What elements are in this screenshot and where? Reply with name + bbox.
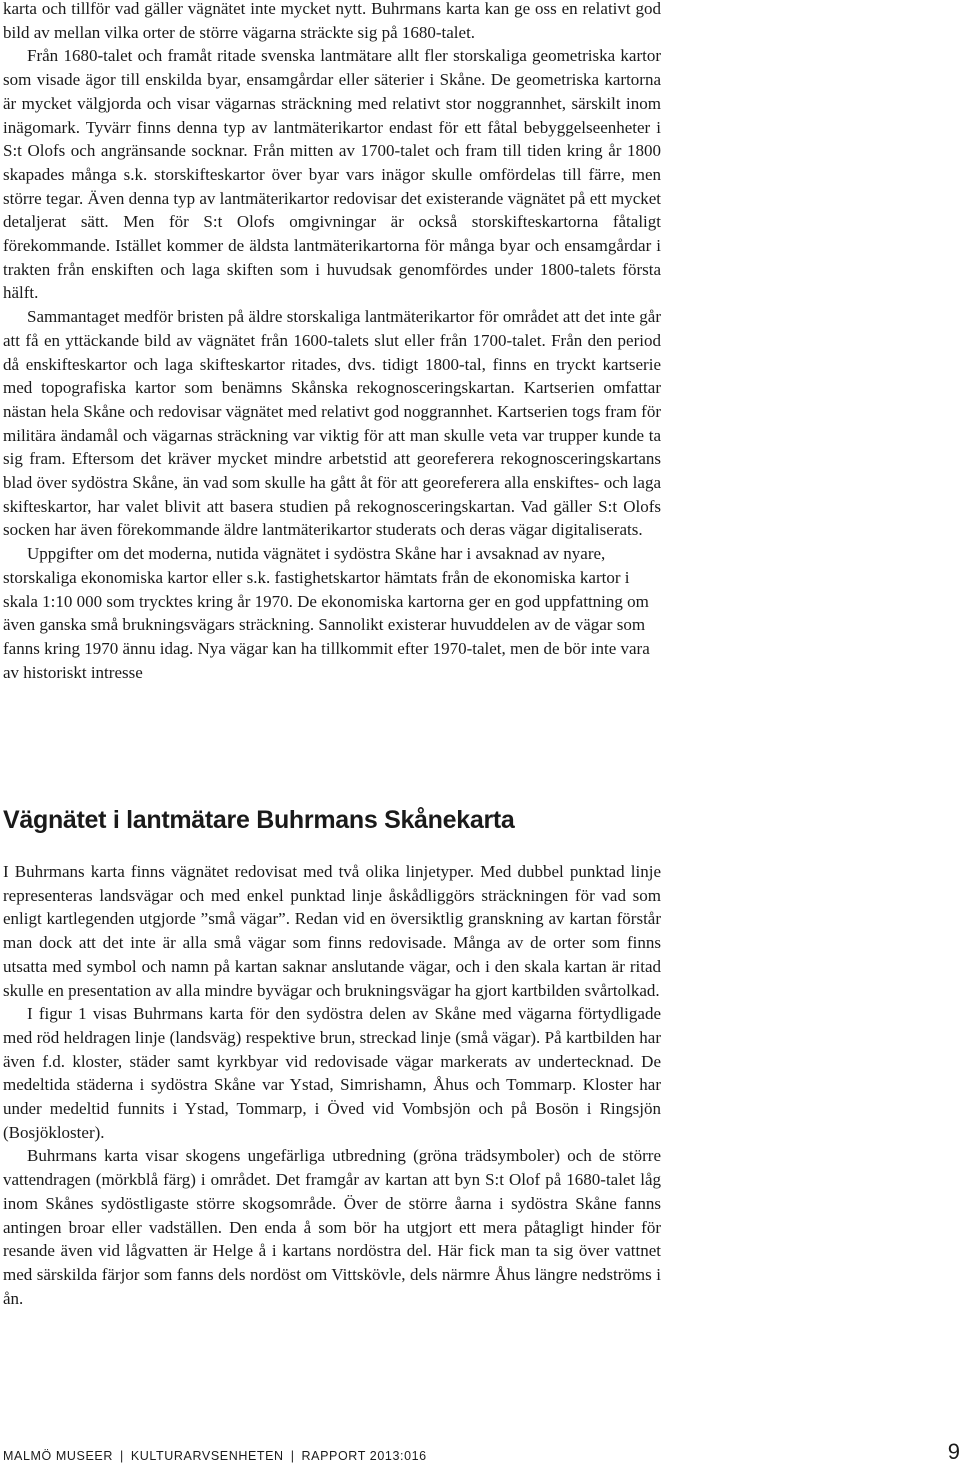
paragraph: I figur 1 visas Buhrmans karta för den sydöstra delen av Skåne med vägarna förtydligade med röd heldragen linje (landsväg) respektive brun, streckad linje (små vägar). På kartbilden har även f.d. kloster, städer samt kyrkbyar vid redovisade vägar markerats av undertecknad. De medeltida städerna i sydöstra Skåne var Ystad, Simrishamn, Åhus och Tommarp. Kloster har under medeltid funnits i Ystad, Tommarp, i Öved vid Vombsjön och på Bosön i Ringsjön (Bosjökloster). [3, 1004, 661, 1142]
footer-separator: | [290, 1449, 295, 1463]
section-heading: Vägnätet i lantmätare Buhrmans Skånekarta [3, 806, 515, 834]
footer-publication-info [3, 1449, 427, 1463]
paragraph: Buhrmans karta visar skogens ungefärliga utbredning (gröna trädsymboler) och de större vattendragen (mörkblå färg) i området. Det framgår av kartan att byn S:t Olof på 1680-talet låg inom Skånes sydöstligaste större skogsområde. Över de större åarna i sydöstra Skåne fanns antingen broar eller vadställen. Den enda å som bör ha utgjort ett mera påtagligt hinder för resande även vid lågvatten är Helge å i kartans nordöstra del. Här fick man ta sig över vattnet med särskilda färjor som fanns dels nordöst om Vittskövle, dels närmre Åhus längre nedströms i ån. [3, 1146, 661, 1308]
footer-dept: KULTURARVSENHETEN [130, 1449, 284, 1463]
paragraph: Sammantaget medför bristen på äldre storskaliga lantmäterikartor för området att det inte går att få en yttäckande bild av vägnätet från 1600-talets slut eller från 1700-talet. Från den period då enskifteskartor och laga skifteskartor ritades, dvs. tidigt 1800-tal, finns en tryckt kartserie med topografiska kartor som benämns Skånska rekognosceringskartan. Kartserien omfattar nästan hela Skåne och redovisar vägnätet med relativt god noggrannhet. Kartserien togs fram för militära ändamål och vägarnas sträckning var viktig för att man skulle veta var trupper kunde ta sig fram. Eftersom det kräver mycket mindre arbetstid att georeferera rekognosceringskartans blad över sydöstra Skåne, än vad som skulle ha gått åt för att georeferera alla enskiftes- och laga skifteskartor, har valet blivit att basera studien på rekognosceringskartan. Vad gäller S:t Olofs socken har även förekommande äldre lantmäterikartor studerats och deras vägar digitaliserats. [3, 307, 661, 540]
body-text-bottom [3, 860, 661, 1310]
footer-report: RAPPORT 2013:016 [301, 1449, 427, 1463]
body-text-top [3, 0, 661, 684]
paragraph: Uppgifter om det moderna, nutida vägnätet i sydöstra Skåne har i avsaknad av nyare, storskaliga ekonomiska kartor eller s.k. fastighetskartor hämtats från de ekonomiska kartor i skala 1:10 000 som trycktes kring år 1970. De ekonomiska kartorna ger en god uppfattning om även ganska små brukningsvägars sträckning. Sannolikt existerar huvuddelen av de vägar som fanns kring 1970 ännu idag. Nya vägar kan ha tillkommit efter 1970-talet, men de bör inte vara av historiskt intresse [3, 544, 650, 682]
page-footer [3, 1439, 960, 1465]
footer-org: MALMÖ MUSEER [3, 1449, 113, 1463]
paragraph: I Buhrmans karta finns vägnätet redovisat med två olika linjetyper. Med dubbel punktad linje representeras landsvägar och med enkel punktad linje åskådliggörs sträckningen för vad som enligt kartlegenden utgjorde ”små vägar”. Redan vid en översiktlig granskning av kartan förstår man dock att det inte är alla små vägar som finns redovisade. Många av de orter som finns utsatta med symbol och namn på kartan saknar anslutande vägar, och i den skala kartan är ritad skulle en presentation av alla mindre byvägar och brukningsvägar ha gjort kartbilden svårtolkad. [3, 862, 661, 1000]
paragraph: karta och tillför vad gäller vägnätet inte mycket nytt. Buhrmans karta kan ge oss en relativt god bild av mellan vilka orter de större vägarna sträckte sig på 1680-talet. [3, 0, 661, 42]
page-number: 9 [947, 1439, 960, 1464]
footer-separator: | [120, 1449, 124, 1463]
paragraph: Från 1680-talet och framåt ritade svenska lantmätare allt fler storskaliga geometriska kartor som visade ägor till enskilda byar, ensamgårdar eller säterier i Skåne. De geometriska kartorna är mycket välgjorda och visar vägarnas sträckning med relativt stor noggrannhet, särskilt inom inägomark. Tyvärr finns denna typ av lantmäterikartor endast för ett fåtal bebyggelseenheter i S:t Olofs och angränsande socknar. Från mitten av 1700-talet och fram till tiden kring år 1800 skapades många s.k. storskifteskartor över byar vars inägor skulle omfördelas till färre, men större tegar. Även denna typ av lantmäterikartor redovisar det existerande vägnätet på ett mycket detaljerat sätt. Men för S:t Olofs omgivningar är också storskifteskartorna fåtaligt förekommande. Istället kommer de äldsta lantmäterikartorna för många byar och ensamgårdar i trakten från enskiften och laga skiften som i huvudsak genomfördes under 1800-talets första hälft. [3, 46, 662, 303]
